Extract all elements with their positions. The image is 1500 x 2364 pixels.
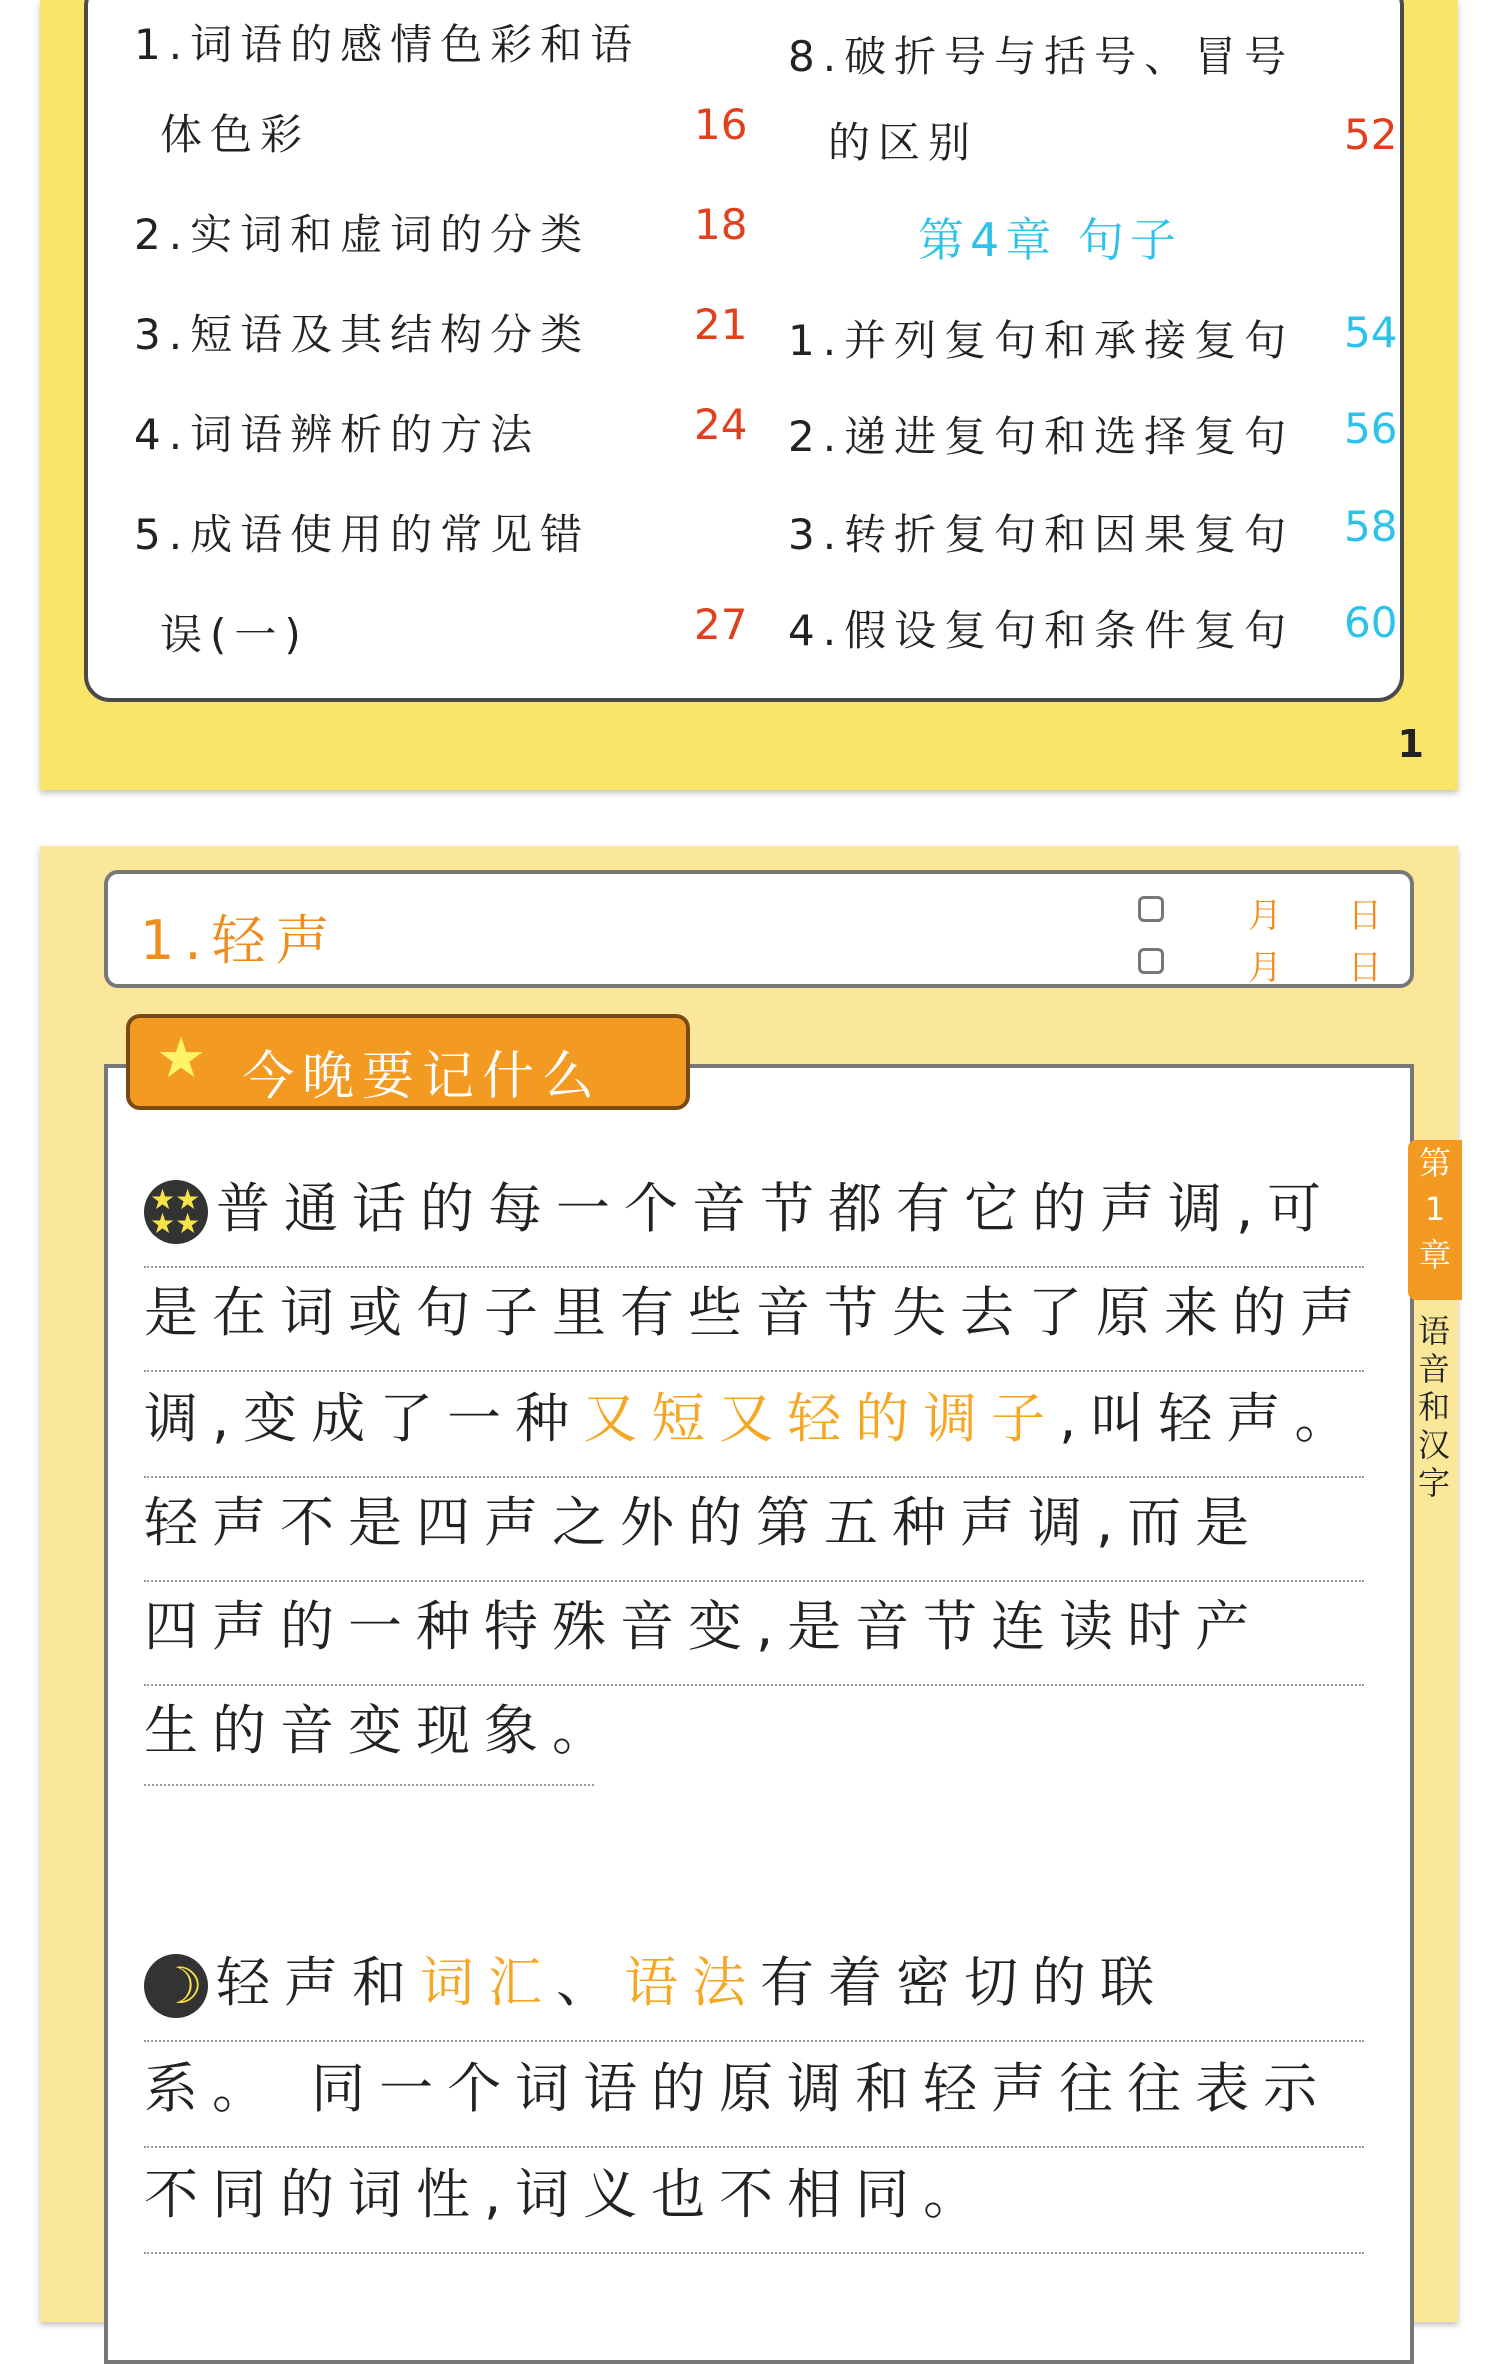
moon-icon: ☽ [144,1954,208,2018]
rule [144,1580,1364,1582]
para1-line1-text: 普通话的每一个音节都有它的声调,可 [216,1177,1336,1240]
banner-text: 今晚要记什么 [242,1047,603,1107]
para1-line3-c: ,叫轻声。 [1059,1387,1363,1450]
side-label-char-2: 音 [1417,1350,1450,1388]
day-label-1: 日 [1348,896,1382,936]
lesson-content-box [104,1064,1414,2364]
rule [144,2252,1364,2254]
lesson-title: 1.轻声 [140,909,340,972]
toc-right-page-c4-4: 60 [1344,598,1398,647]
toc-left-page-3: 21 [694,300,748,349]
para1-line1 [144,1174,1374,1244]
month-label-1: 月 [1248,896,1282,936]
toc-left-page-4: 24 [694,400,748,449]
highlight-vocabulary: 词汇 [420,1951,556,2014]
toc-page [40,0,1458,790]
para1-line3 [144,1384,1374,1454]
toc-right-item-c4-2[interactable]: 2.递进复句和选择复句 [788,412,1295,461]
para1-line5: 四声的一种特殊音变,是音节连读时产 [144,1595,1264,1658]
side-label-char-4: 汉 [1417,1426,1450,1464]
date-checkbox-1[interactable] [1138,896,1164,922]
date-row-1 [1138,888,1408,936]
rule [144,1476,1364,1478]
toc-right-page-8: 52 [1344,110,1398,159]
toc-left-page-2: 18 [694,200,748,249]
para2-line1-c: 、 [556,1951,624,2014]
para1-line4: 轻声不是四声之外的第五种声调,而是 [144,1491,1264,1554]
date-checkbox-2[interactable] [1138,948,1164,974]
toc-box [84,0,1404,702]
side-label-char-3: 和 [1417,1388,1450,1426]
day-label-2: 日 [1348,948,1382,988]
toc-right-page-c4-1: 54 [1344,308,1398,357]
side-tab-char-2: 1 [1424,1190,1446,1228]
toc-left-item-5[interactable]: 5.成语使用的常见错 [134,510,591,559]
toc-left-page-1: 16 [694,100,748,149]
para2-line1 [144,1948,1374,2018]
toc-left-item-1[interactable]: 1.词语的感情色彩和语 [134,20,641,69]
highlight-short-light-tone: 又短又轻的调子 [583,1387,1060,1450]
toc-right-item-c4-1[interactable]: 1.并列复句和承接复句 [788,316,1295,365]
toc-left-item-4[interactable]: 4.词语辨析的方法 [134,410,541,459]
star-icon: ★ [156,1026,207,1091]
lesson-header [104,870,1414,988]
side-label-char-5: 字 [1417,1464,1450,1502]
toc-right-item-c4-4[interactable]: 4.假设复句和条件复句 [788,606,1295,655]
toc-left-item-5-cont[interactable]: 误(一) [160,610,309,659]
para2-line1-e: 有着密切的联 [760,1951,1168,2014]
para1-line2: 是在词或句子里有些音节失去了原来的声 [144,1281,1368,1344]
rule [144,2146,1364,2148]
month-label-2: 月 [1248,948,1282,988]
highlight-grammar: 语法 [624,1951,760,2014]
toc-left-item-2[interactable]: 2.实词和虚词的分类 [134,210,591,259]
banner-what-to-remember [126,1014,690,1110]
toc-right-page-c4-3: 58 [1344,502,1398,551]
toc-right-item-8[interactable]: 8.破折号与括号、冒号 [788,32,1295,81]
chapter-side-label [1414,1312,1454,1502]
para1-line6: 生的音变现象。 [144,1699,620,1762]
page-number: 1 [1397,722,1424,766]
toc-right-item-c4-3[interactable]: 3.转折复句和因果复句 [788,510,1295,559]
chapter-side-tab[interactable] [1408,1140,1462,1300]
rule [144,1784,594,1786]
toc-left-item-1-cont[interactable]: 体色彩 [160,110,311,159]
side-tab-char-1: 第 [1418,1144,1451,1182]
para2-line3: 不同的词性,词义也不相同。 [144,2163,992,2226]
para2-line2: 系。 同一个词语的原调和轻声往往表示 [144,2057,1332,2120]
toc-left-item-3[interactable]: 3.短语及其结构分类 [134,310,591,359]
rule [144,1266,1364,1268]
rule [144,2040,1364,2042]
side-label-char-1: 语 [1417,1312,1450,1350]
chapter-4-heading: 第4章 句子 [918,213,1182,267]
side-tab-char-3: 章 [1418,1236,1451,1274]
toc-right-page-c4-2: 56 [1344,404,1398,453]
para2-line1-a: 轻声和 [216,1951,420,2014]
toc-right-item-8-cont[interactable]: 的区别 [828,118,979,167]
toc-left-page-5: 27 [694,600,748,649]
para1-line3-a: 调,变成了一种 [144,1387,584,1450]
rule [144,1370,1364,1372]
rule [144,1684,1364,1686]
date-row-2 [1138,940,1408,988]
stars-icon: ★★ ★★ [144,1180,208,1244]
lesson-page [40,846,1458,2322]
